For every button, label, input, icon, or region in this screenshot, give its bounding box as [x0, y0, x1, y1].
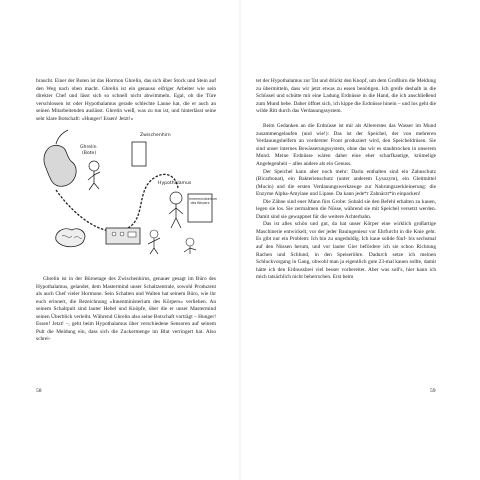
- paragraph: Das ist alles schön und gut, da hat unser Körper eine wirklich großartige Maschinerie entwickelt, vor der jeder Bauingenieur vor Ehrfurcht in die Knie geht. Es gibt nur ein Problem: Ich bin zu ungeduldig. Ich kaue solide fünf- bis sechsmal auf den Nüssen herum, und vor lauter Gier befördere ich sie schon Richtung Rachen und Schlund, in den Speiseröhre. Dadurch setze ich meinen Schluckvorgang in Gang, obwohl man ja eigentlich gute 23-mal kauen sollte, damit hätte ich den Erdnussbrei viel besser vorbereitet. Aber was soll's, hier kann ich mich tatsächlich nicht beherrschen. Erst beim: [256, 221, 436, 281]
- hypothalamus-figure: [158, 180, 192, 228]
- paragraph: braucht. Einer der Boten ist das Hormon Ghrelin, das sich über Stock und Stein auf den Weg nach oben macht. Ghrelin ist ein genauso eifriger Arbeiter wie sein direkter Chef und lässt sich so schnell nicht abwimmeln. Egal, ob die Türe verschlossen ist oder Hypothalamus gerade schlechte Laune hat, die er auch an seinen Mitarbeitenden auslässt. Ghrelin weiß, was zu tun ist, und hinterlässt seine sehr klare Botschaft: »Hunger! Essen! Jetzt!«: [36, 78, 216, 122]
- page-number-right: 59: [430, 388, 436, 394]
- sign-text: Innenministerium des Körpers: [189, 197, 218, 205]
- left-paragraph-bottom: [36, 276, 216, 344]
- paragraph: Ghrelin ist in der Büroetage des Zwischenhirns, genauer gesagt im Büro des Hypothalamus, gelandet, dem Mastermind unser Schaltzentrale, sowohl Produzent als auch Chef vieler Hormone. Sein Schalten und Walten hat seinem Büro, wie ihr euch erinnert, die Bezeichnung »Innenministerium des Körpers« verliehen. An seinem Schaltpult sind lauter Hebel und Knöpfe, über die er unser Mastermind seinen Überblick verleiht. Während Ghrelin also seine Botschaft vorträgt – Hunger! Essen! Jetzt! –, geht beim Hypothalamus über verschiedene Sensoren auf seinem Pult die Meldung ein, dass sich die Zuckermenge im Blut verringert hat. Also schrei-: [36, 276, 216, 343]
- grabbing-figure: [148, 230, 160, 254]
- running-figure: [184, 238, 196, 254]
- page-number-left: 58: [36, 388, 42, 394]
- label-ghrelin: Ghrelin: [80, 145, 97, 150]
- brain-drawing: [56, 229, 85, 247]
- label-zwischenhirn: Zwischenhirn: [140, 133, 171, 138]
- paragraph: Der Speichel kann aber noch mehr: Darin enthalten sind ein Zahnschutz (Bicarbonat), ein Bakterienschutz (unter anderem Lysozym), ein Gleitmittel (Mucin) und die ersten Verdauungswerkzeuge zur Nahrungszerkleinerung: die Enzyme Alpha-Amylase und Lipase. Da kann jede*r Zahnärzt*in einpacken!: [256, 168, 436, 198]
- zwischenhirn-door: [132, 132, 171, 166]
- right-page: [240, 0, 480, 480]
- paragraph: Die Zähne sind euer Mann fürs Grobe: Sobald sie den Befehl erhalten zu kauen, legen sie los. Sie zermalmen die Nüsse, während sie mit Speichel versetzt werden. Damit sind sie gewappnet für die weitere Achterbahn.: [256, 198, 436, 220]
- label-hypothalamus: Hypothalamus: [158, 181, 192, 186]
- left-paragraph-top: [36, 78, 216, 123]
- ministry-sign: [188, 194, 218, 222]
- ghrelin-runner: [80, 144, 100, 190]
- stomach-drawing: [44, 130, 76, 186]
- paragraph: tet der Hypothalamus zur Tat und drückt den Knopf, um dem Großhirn die Meldung zu übermitteln, dass wir jetzt etwas zu essen benötigen. Ich greife deshalb in die Schüssel und schütte mir eine Ladung Erdnüsse in die Hand, die ich anschließend zum Mund hebe. Daher öffnet sich, ich kippe die Erdnüsse hinein – und los geht die wilde Ritt durch das Verdauungssystem.: [256, 78, 436, 115]
- paragraph: Beim Gedanken an die Erdnüsse ist mir als Allererstes das Wasser im Mund zusammengelaufen (und wie!): Das ist der Speichel, der von mehreren Verdauungshelfern an vorderster Front produziert wird, den Speicheldrüsen. Sie sind unser internes Bewässerungssystem, ohne das wir es staubtrocken in unserem Mund. Meine Erdnüsse wären daher eine eher scharfkantige, krümelige Angelegenheit – alles andere als ein Genuss.: [256, 123, 436, 167]
- control-desk: [106, 228, 140, 244]
- hypothalamus-illustration: [36, 128, 216, 260]
- right-text-column: [256, 78, 436, 282]
- label-bote: (Bote): [82, 151, 97, 156]
